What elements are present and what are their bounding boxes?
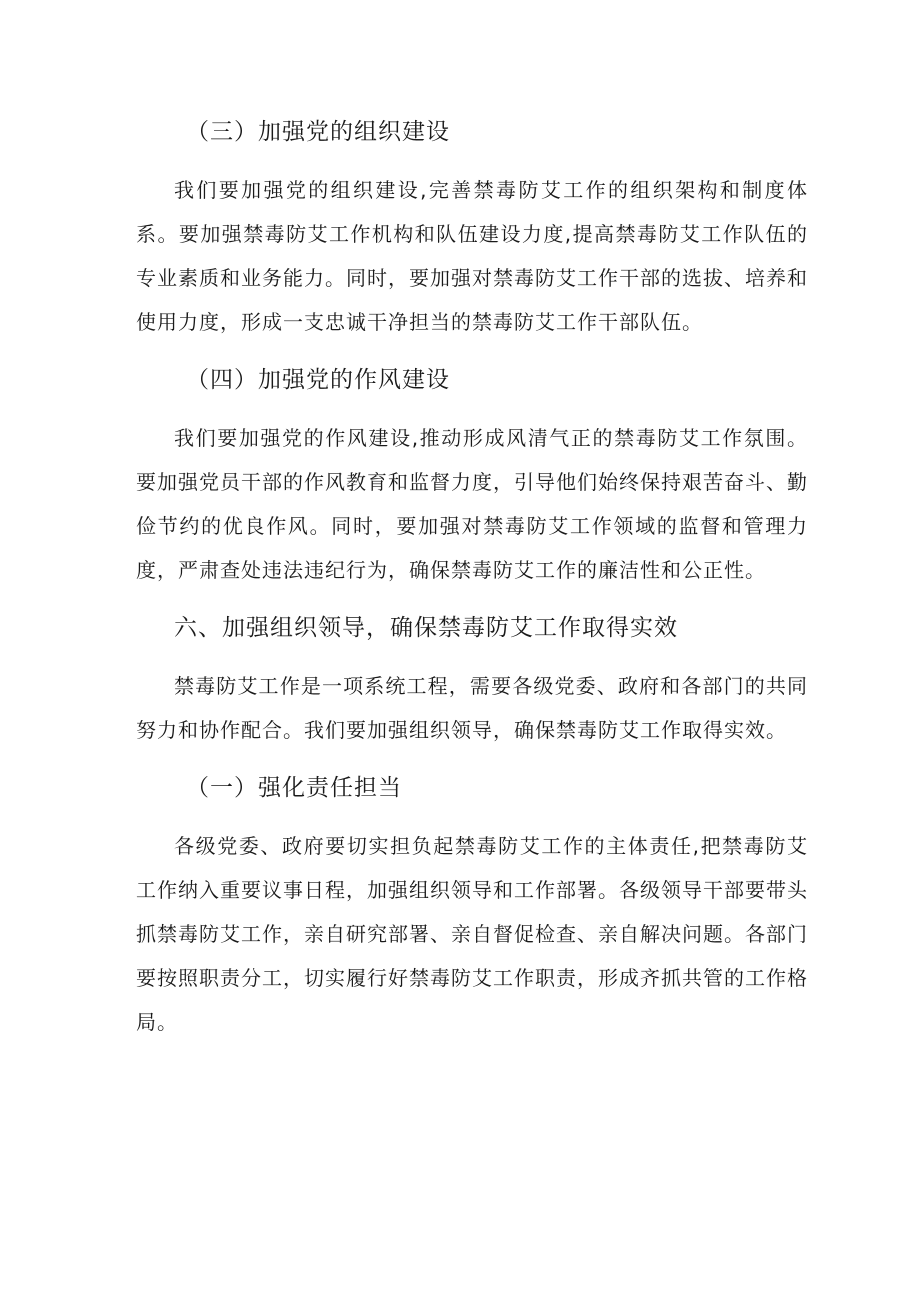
section-paragraph: 各级党委、政府要切实担负起禁毒防艾工作的主体责任,把禁毒防艾工作纳入重要议事日程，加强组织领导和工作部署。各级领导干部要带头抓禁毒防艾工作，亲自研究部署、亲自督促检查、亲自解决问题。各部门要按照职责分工，切实履行好禁毒防艾工作职责，形成齐抓共管的工作格局。: [136, 834, 808, 1034]
section-paragraph: 我们要加强党的组织建设,完善禁毒防艾工作的组织架构和制度体系。要加强禁毒防艾工作机构和队伍建设力度,提高禁毒防艾工作队伍的专业素质和业务能力。同时，要加强对禁毒防艾工作干部的选拔、培养和使用力度，形成一支忠诚干净担当的禁毒防艾工作干部队伍。: [136, 178, 808, 334]
chapter-heading: 六、加强组织领导，确保禁毒防艾工作取得实效: [174, 615, 678, 641]
section-paragraph: 禁毒防艾工作是一项系统工程，需要各级党委、政府和各部门的共同努力和协作配合。我们要加强组织领导，确保禁毒防艾工作取得实效。: [136, 674, 808, 742]
section-paragraph: 我们要加强党的作风建设,推动形成风清气正的禁毒防艾工作氛围。要加强党员干部的作风教育和监督力度，引导他们始终保持艰苦奋斗、勤俭节约的优良作风。同时，要加强对禁毒防艾工作领域的监督和管理力度，严肃查处违法违纪行为，确保禁毒防艾工作的廉洁性和公正性。: [136, 426, 808, 582]
document-body: [136, 110, 808, 1044]
section-heading: （四）加强党的作风建设: [186, 367, 450, 393]
section-heading: （三）加强党的组织建设: [186, 119, 450, 145]
section-heading: （一）强化责任担当: [186, 775, 402, 801]
